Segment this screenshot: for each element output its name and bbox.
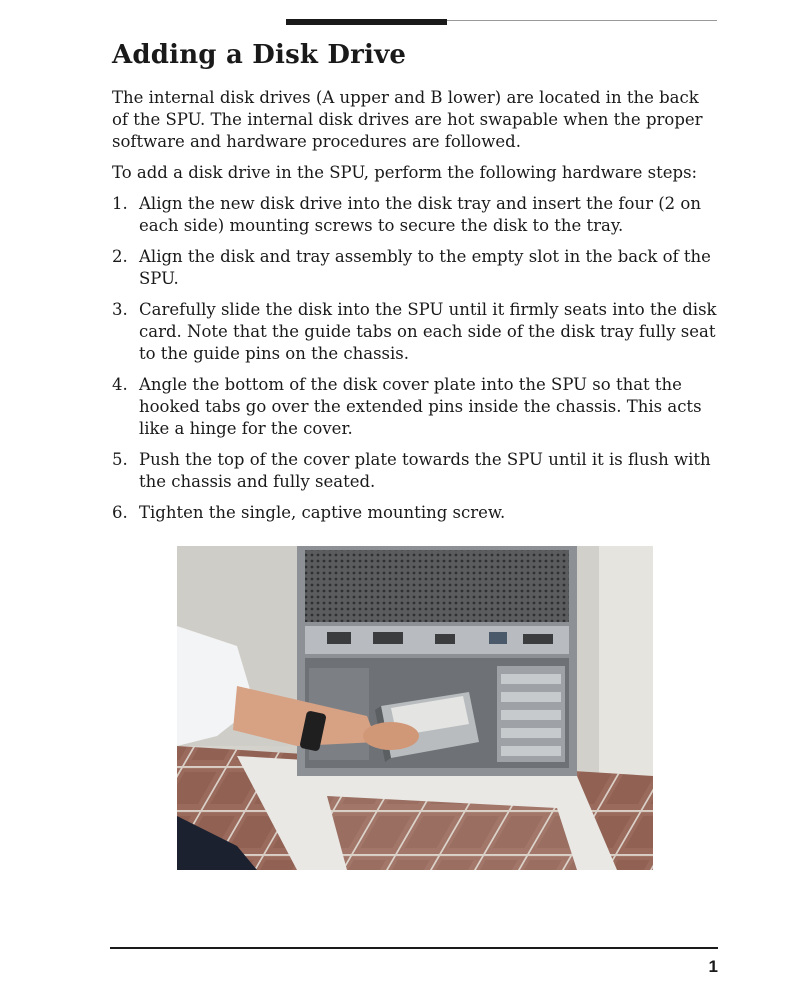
step-number: 4. (112, 375, 128, 394)
step-item (112, 502, 718, 524)
step-text: Push the top of the cover plate towards the SPU until it is flush with the chassis and fully seated. (139, 450, 711, 491)
page-title: Adding a Disk Drive (112, 40, 407, 70)
footer-rule (110, 947, 718, 949)
header-rule-thin (447, 20, 717, 21)
header-rule-thick (286, 19, 447, 25)
step-item (112, 246, 718, 290)
step-number: 3. (112, 300, 128, 319)
step-number: 1. (112, 194, 128, 213)
step-text: Carefully slide the disk into the SPU until it firmly seats into the disk card. Note that the guide tabs on each side of the disk tray fully seat to the guide pins on the chassis. (139, 300, 717, 363)
step-text: Align the new disk drive into the disk tray and insert the four (2 on each side) mounting screws to secure the disk to the tray. (139, 194, 701, 235)
intro-paragraph-2: To add a disk drive in the SPU, perform the following hardware steps: (112, 163, 698, 182)
step-item (112, 299, 718, 365)
step-text: Align the disk and tray assembly to the empty slot in the back of the SPU. (139, 247, 711, 288)
body-text (112, 87, 718, 533)
disk-installation-photo (177, 546, 653, 870)
step-text: Angle the bottom of the disk cover plate into the SPU so that the hooked tabs go over the extended pins inside the chassis. This acts like a hinge for the cover. (139, 375, 702, 438)
step-number: 2. (112, 247, 128, 266)
step-number: 5. (112, 450, 128, 469)
step-item (112, 449, 718, 493)
step-item (112, 193, 718, 237)
step-item (112, 374, 718, 440)
step-number: 6. (112, 503, 128, 522)
intro-paragraph-1: The internal disk drives (A upper and B lower) are located in the back of the SPU. The internal disk drives are hot swapable when the proper software and hardware procedures are followed. (112, 88, 703, 151)
step-text: Tighten the single, captive mounting screw. (139, 503, 506, 522)
steps-list (112, 193, 718, 524)
page-number: 1 (708, 957, 718, 976)
